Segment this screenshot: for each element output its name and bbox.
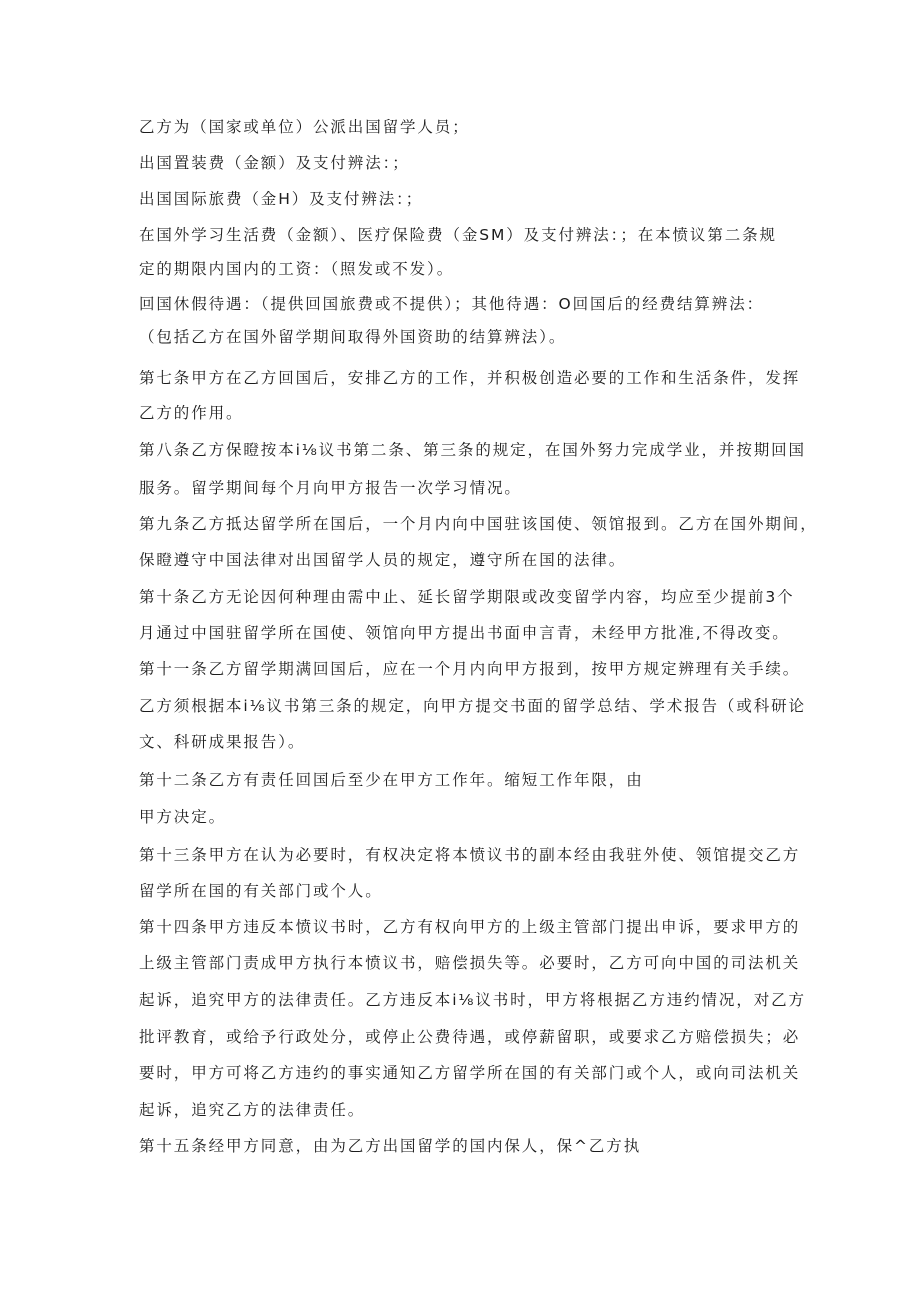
paragraph-line: 保瞪遵守中国法律对出国留学人员的规定，遵守所在国的法律。 (139, 551, 627, 569)
paragraph-line: 乙方的作用。 (139, 404, 244, 422)
paragraph-line: 服务。留学期间每个月向甲方报告一次学习情况。 (139, 479, 522, 497)
paragraph-line: 在国外学习生活费（金额）、医疗保险费（金SM）及支付辨法：；在本愤议第二条规 (139, 226, 777, 244)
paragraph-line: 甲方决定。 (139, 808, 227, 826)
paragraph-line: 出国国际旅费（金H）及支付辨法：； (139, 190, 424, 208)
paragraph-line: 第九条乙方抵达留学所在国后，一个月内向中国驻该国使、领馆报到。乙方在国外期间， (139, 515, 818, 533)
paragraph-line: 批评教育，或给予行政处分，或停止公费待遇，或停薪留职，或要求乙方赔偿损失；必 (139, 1028, 801, 1046)
paragraph-line: 起诉，追究乙方的法律责任。 (139, 1101, 366, 1119)
paragraph-line: 第十条乙方无论因何种理由需中止、延长留学期限或改变留学内容，均应至少提前3个 (139, 588, 795, 606)
paragraph-line: （包括乙方在国外留学期间取得外国资助的结算辨法）。 (139, 328, 567, 346)
paragraph-line: 回国休假待遇：（提供回国旅费或不提供）；其他待遇：O回国后的经费结算辨法： (139, 295, 765, 313)
paragraph-line: 月通过中国驻留学所在国使、领馆向甲方提出书面申言青，未经甲方批准,不得改变。 (139, 624, 790, 642)
paragraph-line: 留学所在国的有关部门或个人。 (139, 882, 383, 900)
paragraph-line: 第十五条经甲方同意，由为乙方出国留学的国内保人，保^乙方执 (139, 1137, 642, 1155)
paragraph-line: 起诉，追究甲方的法律责任。乙方违反本i⅛议书时，甲方将根据乙方违约情况，对乙方 (139, 991, 806, 1009)
paragraph-line: 定的期限内国内的工资：（照发或不发）。 (139, 260, 455, 278)
paragraph-line: 出国置装费（金额）及支付辨法：； (139, 154, 410, 172)
paragraph-line: 乙方为（国家或单位）公派出国留学人员； (139, 118, 470, 136)
paragraph-line: 文、科研成果报告）。 (139, 733, 306, 751)
paragraph-line: 第七条甲方在乙方回国后，安排乙方的工作，并积极创造必要的工作和生活条件，发挥 (139, 369, 801, 387)
paragraph-line: 第十四条甲方违反本愤议书时，乙方有权向甲方的上级主管部门提出申诉，要求甲方的 (139, 918, 801, 936)
paragraph-line: 第十二条乙方有责任回国后至少在甲方工作年。缩短工作年限，由 (139, 771, 644, 789)
paragraph-line: 要时，甲方可将乙方违约的事实通知乙方留学所在国的有关部门或个人，或向司法机关 (139, 1064, 801, 1082)
paragraph-line: 乙方须根据本i⅛议书第三条的规定，向甲方提交书面的留学总结、学术报告（或科研论 (139, 697, 806, 715)
paragraph-line: 第十一条乙方留学期满回国后，应在一个月内向甲方报到，按甲方规定辨理有关手续。 (139, 660, 801, 678)
paragraph-line: 第八条乙方保瞪按本i⅛议书第二条、第三条的规定，在国外努力完成学业，并按期回国 (139, 441, 806, 459)
paragraph-line: 第十三条甲方在认为必要时，有权决定将本愤议书的副本经由我驻外使、领馆提交乙方 (139, 846, 801, 864)
paragraph-line: 上级主管部门责成甲方执行本愤议书，赔偿损失等。必要时，乙方可向中国的司法机关 (139, 954, 801, 972)
